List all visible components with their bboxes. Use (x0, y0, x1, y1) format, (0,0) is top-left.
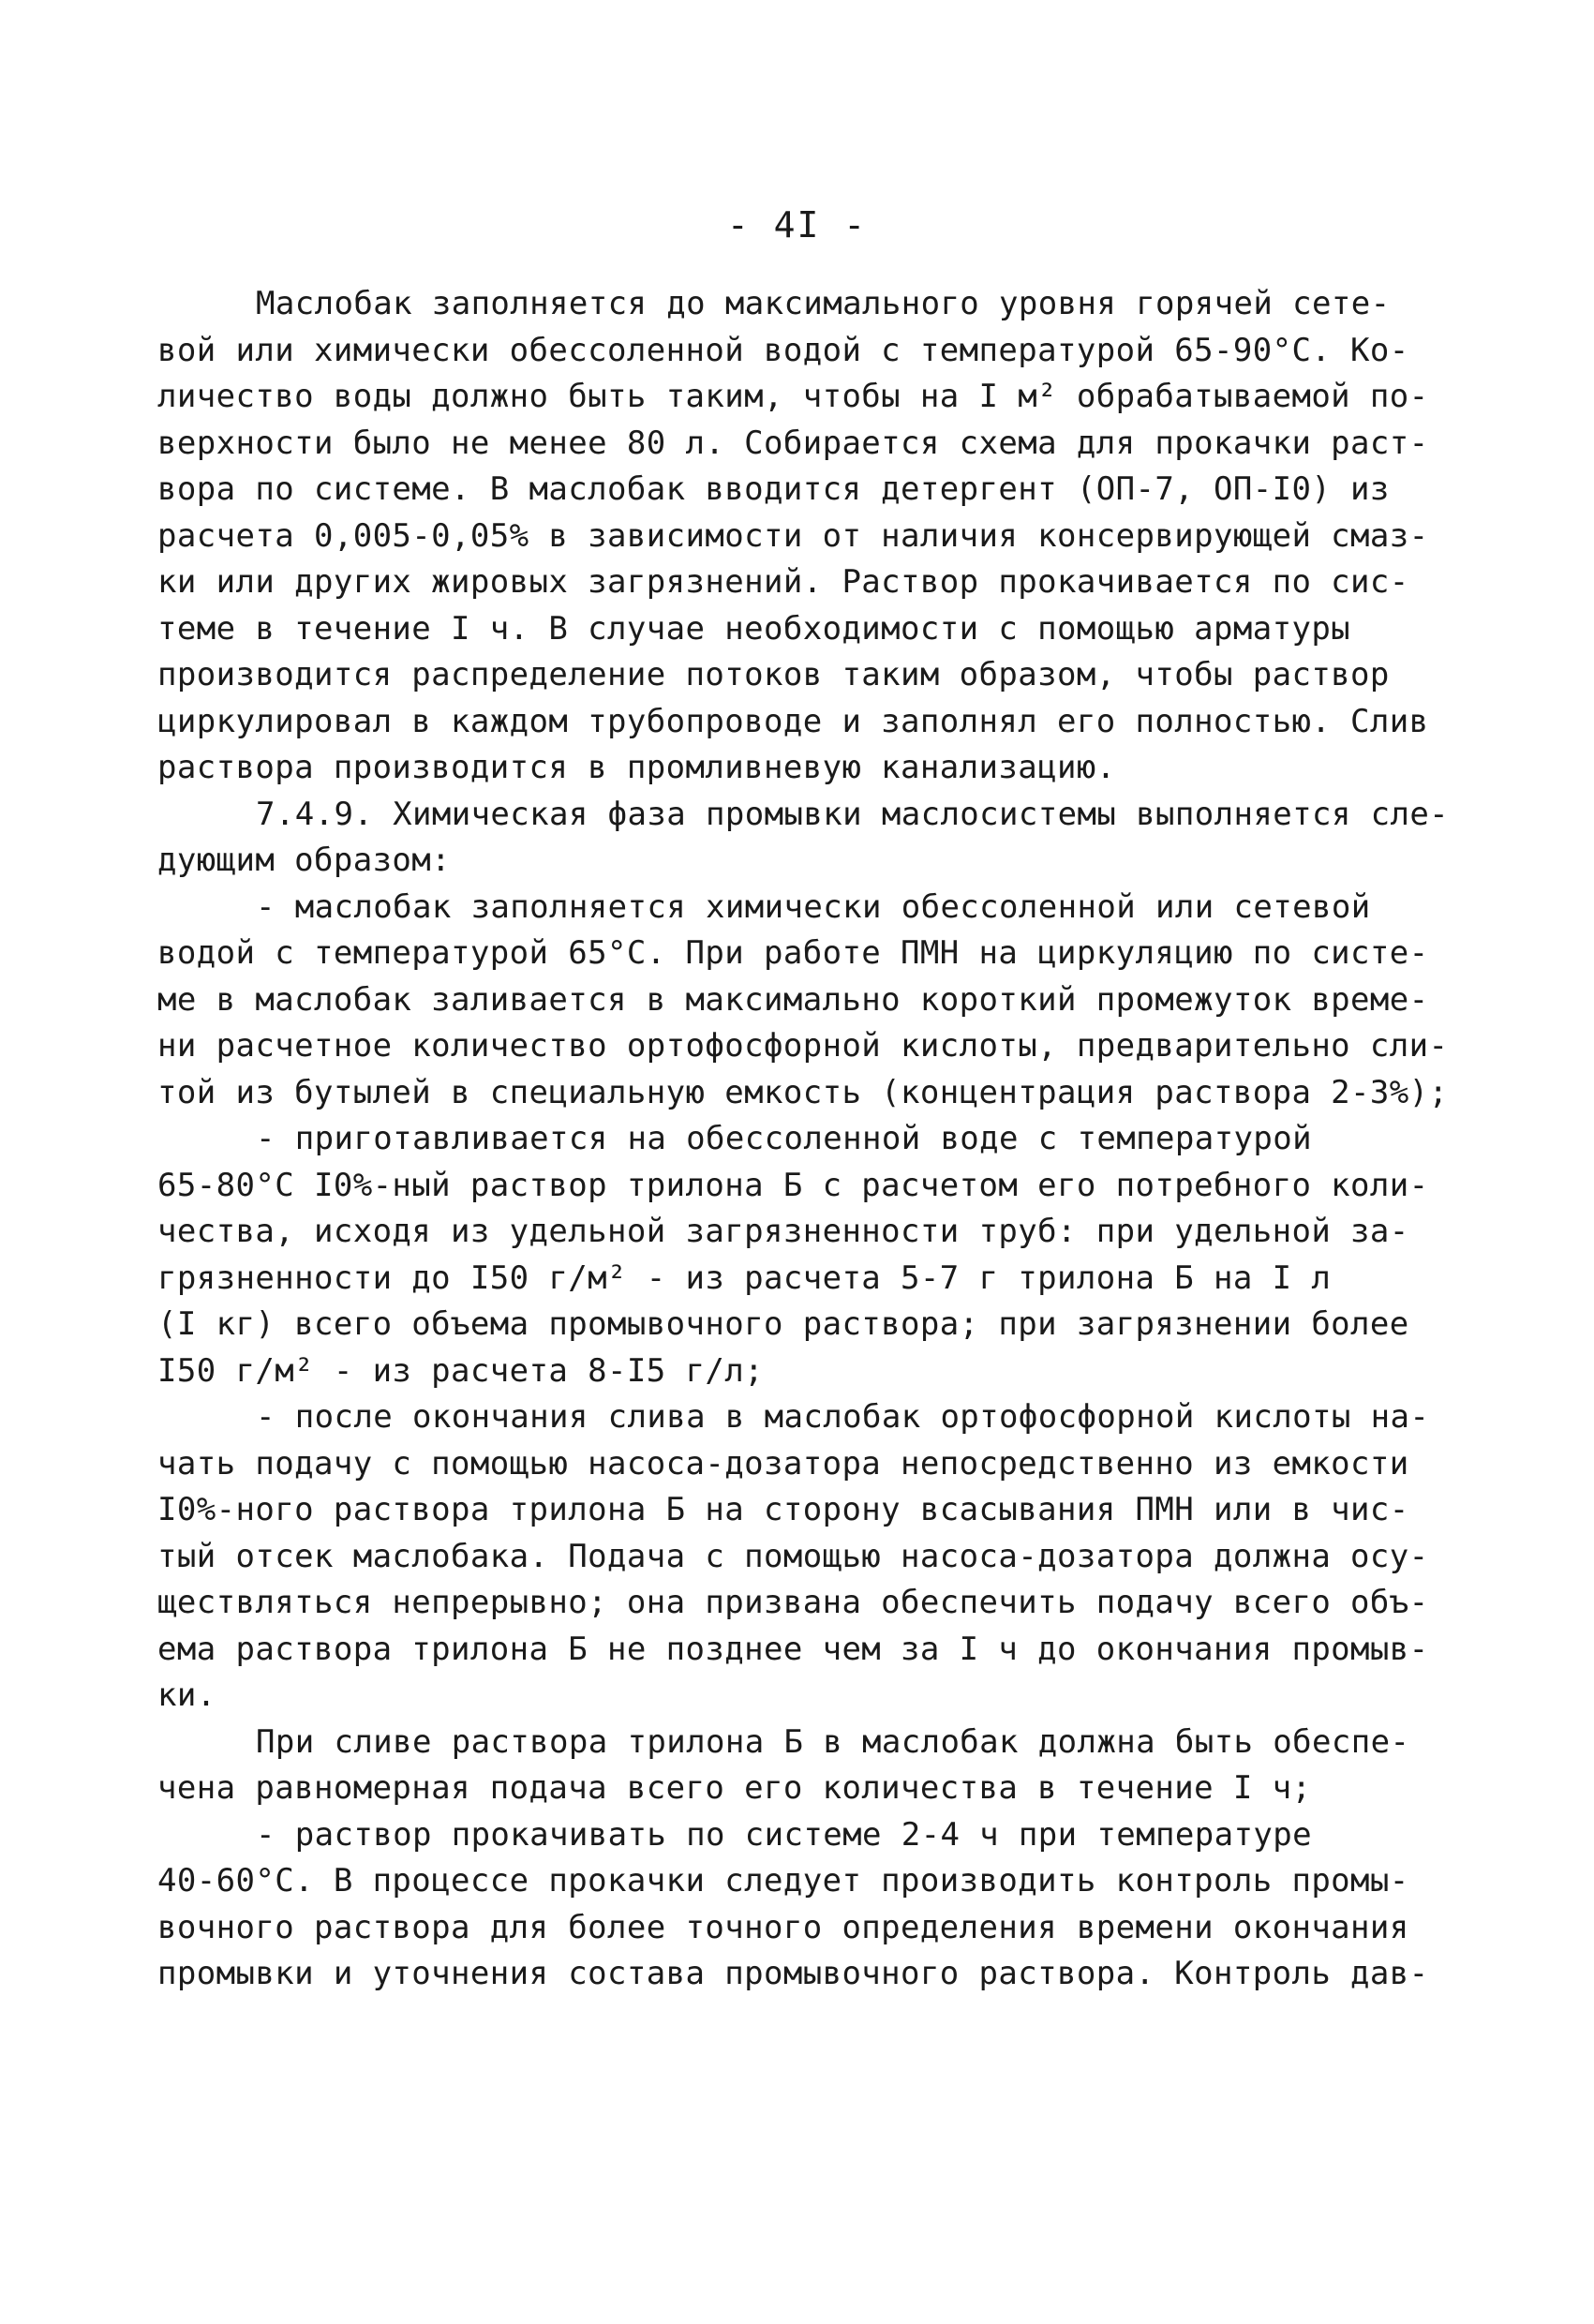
text-line: промывки и уточнения состава промывочного раствора. Контроль дав- (157, 1955, 1429, 1992)
text-line: грязненности до I50 г/м² - из расчета 5-7 г трилона Б на I л (157, 1259, 1332, 1297)
body-text (157, 281, 1450, 1998)
text-line: Маслобак заполняется до максимального уровня горячей сете- (256, 285, 1391, 322)
text-line: раствора производится в промливневую канализацию. (157, 749, 1116, 786)
text-line: - после окончания слива в маслобак ортофосфорной кислоты на- (256, 1398, 1430, 1436)
text-line: теме в течение I ч. В случае необходимости с помощью арматуры (157, 609, 1351, 648)
text-line: водой с температурой 65°С. При работе ПМН на циркуляцию по систе- (157, 934, 1429, 972)
text-line: ществляться непрерывно; она призвана обеспечить подачу всего объ- (157, 1584, 1429, 1621)
text-line: личество воды должно быть таким, чтобы на I м² обрабатываемой по- (157, 378, 1429, 415)
text-line: I50 г/м² - из расчета 8-I5 г/л; (157, 1351, 764, 1390)
text-line: вой или химически обессоленной водой с температурой 65-90°С. Ко- (157, 331, 1409, 369)
text-line: - маслобак заполняется химически обессоленной или сетевой (256, 887, 1371, 926)
text-line: тый отсек маслобака. Подача с помощью насоса-дозатора должна осу- (157, 1537, 1429, 1575)
text-line: 40-60°С. В процессе прокачки следует производить контроль промы- (157, 1862, 1409, 1899)
text-line: чена равномерная подача всего его количества в течение I ч; (157, 1769, 1312, 1807)
text-line: 7.4.9. Химическая фаза промывки маслосистемы выполняется сле- (256, 795, 1450, 833)
text-line: производится распределение потоков таким образом, чтобы раствор (157, 656, 1390, 693)
text-line: ки или других жировых загрязнений. Раствор прокачивается по сис- (157, 563, 1409, 601)
text-line: чать подачу с помощью насоса-дозатора непосредственно из емкости (157, 1444, 1409, 1482)
text-line: ни расчетное количество ортофосфорной кислоты, предварительно сли- (157, 1027, 1449, 1065)
text-line: циркулировал в каждом трубопроводе и заполнял его полностью. Слив (157, 702, 1429, 740)
text-line: 65-80°С I0%-ный раствор трилона Б с расчетом его потребного коли- (157, 1166, 1429, 1204)
text-line: ки. (157, 1676, 216, 1714)
text-line: чества, исходя из удельной загрязненности труб: при удельной за- (157, 1213, 1409, 1250)
text-line: вочного раствора для более точного определения времени окончания (157, 1908, 1409, 1946)
text-line: той из бутылей в специальную емкость (концентрация раствора 2-3%); (157, 1073, 1449, 1111)
text-line: - приготавливается на обессоленной воде с температурой (256, 1120, 1312, 1157)
text-line: дующим образом: (157, 842, 452, 879)
text-line: ема раствора трилона Б не позднее чем за I ч до окончания промыв- (157, 1630, 1429, 1668)
text-line: I0%-ного раствора трилона Б на сторону всасывания ПМН или в чис- (157, 1491, 1409, 1528)
text-line: При сливе раствора трилона Б в маслобак должна быть обеспе- (256, 1722, 1410, 1761)
text-line: ме в маслобак заливается в максимально короткий промежуток време- (157, 980, 1429, 1019)
text-line: вора по системе. В маслобак вводится детергент (ОП-7, ОП-I0) из (157, 470, 1390, 508)
text-line: верхности было не менее 80 л. Собирается схема для прокачки раст- (157, 424, 1429, 462)
text-line: (I кг) всего объема промывочного раствора; при загрязнении более (157, 1305, 1409, 1343)
text-line: - раствор прокачивать по системе 2-4 ч при температуре (256, 1815, 1312, 1854)
text-line: расчета 0,005-0,05% в зависимости от наличия консервирующей смаз- (157, 516, 1429, 555)
page-number: - 4I - (726, 204, 868, 246)
